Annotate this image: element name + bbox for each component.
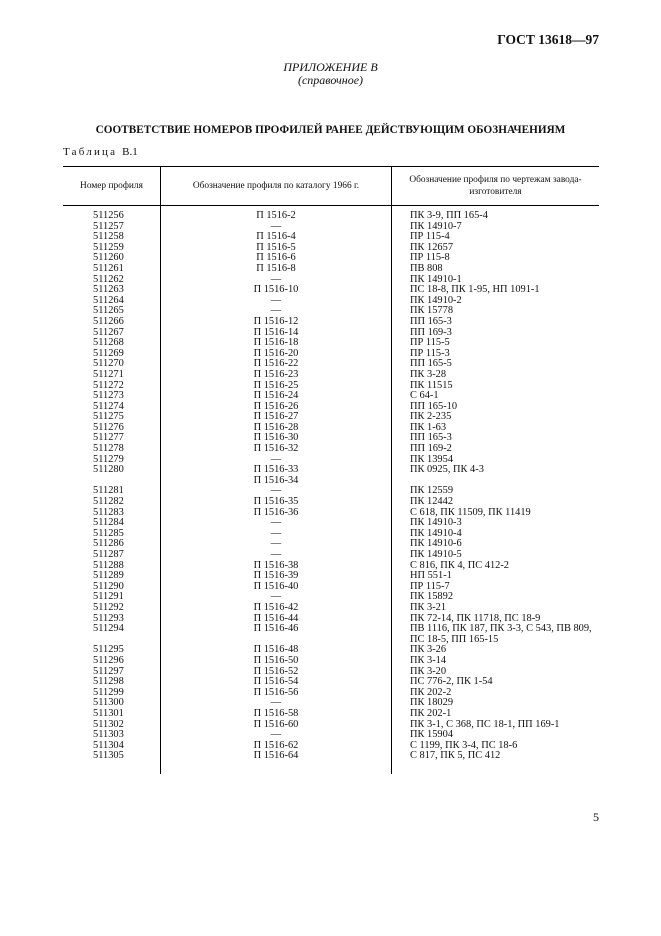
table-row bbox=[63, 751, 599, 774]
catalog-designation-cell: П 1516-12 bbox=[161, 317, 392, 328]
factory-designation-cell: ПК 11515 bbox=[410, 379, 453, 391]
profile-number-cell: 511282 bbox=[63, 497, 161, 508]
table-row bbox=[63, 709, 599, 720]
profile-number-cell: 511278 bbox=[63, 444, 161, 455]
catalog-designation-cell: П 1516-46 bbox=[161, 624, 392, 635]
profile-number-cell: 511283 bbox=[63, 508, 161, 519]
catalog-designation-cell: — bbox=[161, 486, 392, 497]
table-row bbox=[63, 349, 599, 360]
catalog-designation-cell: П 1516-64 bbox=[161, 751, 392, 774]
table-row bbox=[63, 444, 599, 455]
table-body bbox=[63, 206, 599, 774]
profile-number-cell: 511267 bbox=[63, 328, 161, 339]
table-row bbox=[63, 539, 599, 550]
factory-designation-cell: ПК 14910-3 bbox=[410, 517, 462, 529]
profile-number-cell: 511263 bbox=[63, 285, 161, 296]
profile-number-cell: 511268 bbox=[63, 338, 161, 349]
column-header-factory-drawings: Обозначение профиля по чертежам завода-изготовителя bbox=[392, 167, 600, 206]
profile-number-cell: 511281 bbox=[63, 486, 161, 497]
factory-designation-cell: ПК 202-1 bbox=[410, 707, 452, 719]
catalog-designation-cell: П 1516-56 bbox=[161, 688, 392, 699]
catalog-designation-cell: П 1516-62 bbox=[161, 741, 392, 752]
profile-number-cell: 511298 bbox=[63, 677, 161, 688]
profile-number-cell: 511286 bbox=[63, 539, 161, 550]
column-header-profile-number: Номер профиля bbox=[63, 167, 161, 206]
profile-number-cell: 511288 bbox=[63, 561, 161, 572]
factory-designation-cell: С 64-1 bbox=[410, 390, 439, 402]
catalog-designation-cell: П 1516-38 bbox=[161, 561, 392, 572]
factory-designation-cell: ПП 169-3 bbox=[410, 326, 452, 338]
factory-designation-cell: ПК 3-20 bbox=[410, 665, 447, 677]
table-row bbox=[63, 518, 599, 529]
table-row bbox=[63, 486, 599, 497]
column-header-catalog-1966: Обозначение профиля по каталогу 1966 г. bbox=[161, 167, 392, 206]
table-caption-number: В.1 bbox=[122, 146, 138, 158]
catalog-designation-cell: П 1516-5 bbox=[161, 243, 392, 254]
factory-designation-cell: ПК 3-21 bbox=[410, 601, 447, 613]
profile-number-cell: 511257 bbox=[63, 222, 161, 233]
catalog-designation-cell: П 1516-26 bbox=[161, 402, 392, 413]
factory-designation-cell: ПК 14910-5 bbox=[410, 549, 462, 560]
table-row bbox=[63, 370, 599, 381]
profile-number-cell: 511271 bbox=[63, 370, 161, 381]
table-row bbox=[63, 592, 599, 603]
catalog-designation-cell: — bbox=[161, 592, 392, 603]
table-row bbox=[63, 338, 599, 349]
profile-number-cell: 511304 bbox=[63, 741, 161, 752]
profile-number-cell: 511262 bbox=[63, 275, 161, 286]
profile-number-cell: 511264 bbox=[63, 296, 161, 307]
catalog-designation-cell: — bbox=[161, 518, 392, 529]
factory-designation-cell: ПК 12559 bbox=[410, 485, 454, 497]
table-row bbox=[63, 571, 599, 582]
factory-designation-cell: С 618, ПК 11509, ПК 11419 bbox=[410, 506, 531, 518]
factory-designation-cell: ПК 1-63 bbox=[410, 421, 447, 433]
profile-number-cell: 511276 bbox=[63, 423, 161, 434]
table-row bbox=[63, 624, 599, 635]
catalog-designation-cell: П 1516-10 bbox=[161, 285, 392, 296]
factory-designation-cell: ПК 3-14 bbox=[410, 654, 447, 666]
profile-number-cell: 511290 bbox=[63, 582, 161, 593]
table-row bbox=[63, 206, 599, 222]
catalog-designation-cell: П 1516-58 bbox=[161, 709, 392, 720]
table-row bbox=[63, 402, 599, 413]
profile-number-cell: 511258 bbox=[63, 232, 161, 243]
catalog-designation-cell: — bbox=[161, 698, 392, 709]
factory-designation-cell: ПК 3-1, С 368, ПС 18-1, ПП 169-1 bbox=[410, 718, 560, 730]
table-row bbox=[63, 264, 599, 275]
profile-number-cell: 511273 bbox=[63, 391, 161, 402]
catalog-designation-cell: П 1516-2 bbox=[161, 206, 392, 222]
catalog-designation-cell: П 1516-52 bbox=[161, 667, 392, 678]
profile-number-cell: 511261 bbox=[63, 264, 161, 275]
catalog-designation-cell: П 1516-25 bbox=[161, 381, 392, 392]
standard-code: ГОСТ 13618—97 bbox=[497, 32, 599, 47]
table-row bbox=[63, 698, 599, 709]
table-row bbox=[63, 253, 599, 264]
profile-number-cell: 511259 bbox=[63, 243, 161, 254]
profile-number-cell: 511293 bbox=[63, 614, 161, 625]
page-number: 5 bbox=[593, 810, 599, 824]
table-row bbox=[63, 635, 599, 646]
profile-number-cell: 511289 bbox=[63, 571, 161, 582]
profile-number-cell: 511277 bbox=[63, 433, 161, 444]
factory-designation-cell: ПС 776-2, ПК 1-54 bbox=[410, 676, 493, 688]
table-row bbox=[63, 328, 599, 339]
factory-designation-cell: ПК 15778 bbox=[410, 305, 454, 317]
profile-number-cell: 511302 bbox=[63, 720, 161, 731]
table-row bbox=[63, 730, 599, 741]
factory-designation-cell: ПК 18029 bbox=[410, 697, 454, 709]
factory-designation-cell: НП 551-1 bbox=[410, 570, 452, 582]
factory-designation-cell: ПК 15892 bbox=[410, 591, 454, 603]
profile-number-cell: 511303 bbox=[63, 730, 161, 741]
table-row bbox=[63, 317, 599, 328]
catalog-designation-cell: П 1516-50 bbox=[161, 656, 392, 667]
catalog-designation-cell: П 1516-8 bbox=[161, 264, 392, 275]
table-row bbox=[63, 455, 599, 466]
appendix-title: ПРИЛОЖЕНИЕ В bbox=[283, 60, 378, 74]
profile-number-cell: 511285 bbox=[63, 529, 161, 540]
catalog-designation-cell: — bbox=[161, 529, 392, 540]
profile-number-cell: 511265 bbox=[63, 306, 161, 317]
catalog-designation-cell: П 1516-4 bbox=[161, 232, 392, 243]
factory-designation-cell: С 816, ПК 4, ПС 412-2 bbox=[410, 559, 510, 571]
catalog-designation-cell: П 1516-27 bbox=[161, 412, 392, 423]
profile-number-cell: 511260 bbox=[63, 253, 161, 264]
profile-number-cell: 511297 bbox=[63, 667, 161, 678]
catalog-designation-cell: П 1516-30 bbox=[161, 433, 392, 444]
table-row bbox=[63, 243, 599, 254]
catalog-designation-cell: П 1516-48 bbox=[161, 645, 392, 656]
factory-designation-cell: ПК 2-235 bbox=[410, 411, 452, 423]
factory-designation-cell: ПК 13954 bbox=[410, 453, 454, 465]
profile-number-cell: 511295 bbox=[63, 645, 161, 656]
profile-number-cell: 511280 bbox=[63, 465, 161, 476]
profile-number-cell: 511284 bbox=[63, 518, 161, 529]
catalog-designation-cell: П 1516-14 bbox=[161, 328, 392, 339]
factory-designation-cell: ПП 165-10 bbox=[410, 400, 458, 412]
factory-designation-cell: ПП 165-3 bbox=[410, 315, 452, 327]
profile-number-cell: 511292 bbox=[63, 603, 161, 614]
profile-number-cell: 511305 bbox=[63, 751, 161, 774]
catalog-designation-cell: П 1516-44 bbox=[161, 614, 392, 625]
table-row bbox=[63, 476, 599, 487]
factory-designation-cell: ПП 165-5 bbox=[410, 358, 452, 370]
factory-designation-cell: ПК 3-9, ПП 165-4 bbox=[410, 210, 488, 221]
catalog-designation-cell: — bbox=[161, 222, 392, 233]
table-row bbox=[63, 359, 599, 370]
factory-designation-cell: С 817, ПК 5, ПС 412 bbox=[410, 750, 501, 762]
catalog-designation-cell: П 1516-34 bbox=[161, 476, 392, 487]
catalog-designation-cell: П 1516-18 bbox=[161, 338, 392, 349]
catalog-designation-cell: П 1516-32 bbox=[161, 444, 392, 455]
profile-number-cell: 511300 bbox=[63, 698, 161, 709]
profile-number-cell: 511266 bbox=[63, 317, 161, 328]
profile-number-cell: 511274 bbox=[63, 402, 161, 413]
catalog-designation-cell: — bbox=[161, 296, 392, 307]
profile-number-cell: 511270 bbox=[63, 359, 161, 370]
profile-number-cell: 511301 bbox=[63, 709, 161, 720]
factory-designation-cell: ПВ 808 bbox=[410, 262, 443, 274]
table-row bbox=[63, 465, 599, 476]
table-row bbox=[63, 306, 599, 317]
factory-designation-cell: ПК 0925, ПК 4-3 bbox=[410, 464, 484, 476]
table-row bbox=[63, 529, 599, 540]
catalog-designation-cell: П 1516-33 bbox=[161, 465, 392, 476]
table-row bbox=[63, 423, 599, 434]
table-row bbox=[63, 550, 599, 561]
catalog-designation-cell: П 1516-36 bbox=[161, 508, 392, 519]
table-row bbox=[63, 656, 599, 667]
table-row bbox=[63, 561, 599, 572]
factory-designation-cell: ПК 15904 bbox=[410, 729, 454, 741]
factory-designation-cell: ПК 14910-6 bbox=[410, 538, 462, 550]
table-row bbox=[63, 391, 599, 402]
factory-designation-cell: ПК 14910-1 bbox=[410, 273, 462, 285]
factory-designation-cell: ПК 72-14, ПК 11718, ПС 18-9 bbox=[410, 612, 541, 624]
catalog-designation-cell: П 1516-28 bbox=[161, 423, 392, 434]
factory-designation-cell: ПК 14910-7 bbox=[410, 220, 462, 232]
catalog-designation-cell: П 1516-39 bbox=[161, 571, 392, 582]
catalog-designation-cell: — bbox=[161, 550, 392, 561]
factory-designation-cell: ПП 165-3 bbox=[410, 432, 452, 444]
table-row bbox=[63, 741, 599, 752]
profile-number-cell: 511256 bbox=[63, 206, 161, 222]
factory-designation-cell: ПК 14910-2 bbox=[410, 294, 462, 306]
factory-designation-cell: ПК 14910-4 bbox=[410, 527, 462, 539]
table-row bbox=[63, 508, 599, 519]
profile-number-cell: 511269 bbox=[63, 349, 161, 360]
catalog-designation-cell: — bbox=[161, 730, 392, 741]
factory-designation-cell: ПП 169-2 bbox=[410, 443, 452, 455]
table-caption bbox=[63, 146, 138, 158]
factory-designation-cell: ПР 115-8 bbox=[410, 252, 450, 264]
table-row bbox=[63, 720, 599, 731]
table-row bbox=[63, 433, 599, 444]
catalog-designation-cell: П 1516-20 bbox=[161, 349, 392, 360]
table-caption-label: Таблица bbox=[63, 146, 118, 158]
factory-designation-cell: ПС 18-8, ПК 1-95, НП 1091-1 bbox=[410, 284, 540, 296]
catalog-designation-cell: — bbox=[161, 455, 392, 466]
factory-designation-cell: ПР 115-7 bbox=[410, 580, 450, 592]
profile-correspondence-table bbox=[63, 166, 599, 774]
catalog-designation-cell: — bbox=[161, 306, 392, 317]
appendix-heading bbox=[0, 61, 661, 87]
table-row bbox=[63, 677, 599, 688]
table-row bbox=[63, 582, 599, 593]
table-row bbox=[63, 381, 599, 392]
profile-number-cell: 511299 bbox=[63, 688, 161, 699]
table-row bbox=[63, 296, 599, 307]
factory-designation-cell: ПС 18-5, ПП 165-15 bbox=[410, 633, 499, 645]
appendix-note: (справочное) bbox=[297, 73, 364, 87]
table-row bbox=[63, 232, 599, 243]
catalog-designation-cell: П 1516-42 bbox=[161, 603, 392, 614]
catalog-designation-cell: П 1516-6 bbox=[161, 253, 392, 264]
profile-number-cell: 511287 bbox=[63, 550, 161, 561]
factory-designation-cell: ПР 115-5 bbox=[410, 337, 450, 349]
factory-designation-cell: ПК 202-2 bbox=[410, 686, 452, 698]
profile-number-cell: 511296 bbox=[63, 656, 161, 667]
table-row bbox=[63, 222, 599, 233]
section-title: СООТВЕТСТВИЕ НОМЕРОВ ПРОФИЛЕЙ РАНЕЕ ДЕЙСТВУЮЩИМ ОБОЗНАЧЕНИЯМ bbox=[95, 124, 566, 136]
catalog-designation-cell: П 1516-23 bbox=[161, 370, 392, 381]
factory-designation-cell: С 1199, ПК 3-4, ПС 18-6 bbox=[410, 739, 518, 751]
catalog-designation-cell: П 1516-35 bbox=[161, 497, 392, 508]
table-row bbox=[63, 645, 599, 656]
factory-designation-cell: ПК 12442 bbox=[410, 496, 454, 508]
catalog-designation-cell: П 1516-40 bbox=[161, 582, 392, 593]
profile-number-cell: 511272 bbox=[63, 381, 161, 392]
factory-designation-cell: ПК 3-26 bbox=[410, 644, 447, 656]
table-row bbox=[63, 285, 599, 296]
table-row bbox=[63, 667, 599, 678]
catalog-designation-cell: — bbox=[161, 539, 392, 550]
catalog-designation-cell: П 1516-54 bbox=[161, 677, 392, 688]
profile-number-cell: 511291 bbox=[63, 592, 161, 603]
catalog-designation-cell: — bbox=[161, 275, 392, 286]
factory-designation-cell: ПК 3-28 bbox=[410, 368, 447, 380]
profile-number-cell: 511279 bbox=[63, 455, 161, 466]
catalog-designation-cell: П 1516-24 bbox=[161, 391, 392, 402]
factory-designation-cell: ПР 115-3 bbox=[410, 347, 450, 359]
factory-designation-cell: ПР 115-4 bbox=[410, 231, 450, 243]
table-header-row bbox=[63, 167, 599, 206]
factory-designation-cell: ПВ 1116, ПК 187, ПК 3-3, С 543, ПВ 809, bbox=[410, 623, 592, 635]
table-row bbox=[63, 603, 599, 614]
catalog-designation-cell: П 1516-22 bbox=[161, 359, 392, 370]
table-row bbox=[63, 412, 599, 423]
table-row bbox=[63, 688, 599, 699]
factory-designation-cell: ПК 12657 bbox=[410, 241, 454, 253]
profile-number-cell: 511275 bbox=[63, 412, 161, 423]
catalog-designation-cell: П 1516-60 bbox=[161, 720, 392, 731]
profile-number-cell: 511294 bbox=[63, 624, 161, 635]
